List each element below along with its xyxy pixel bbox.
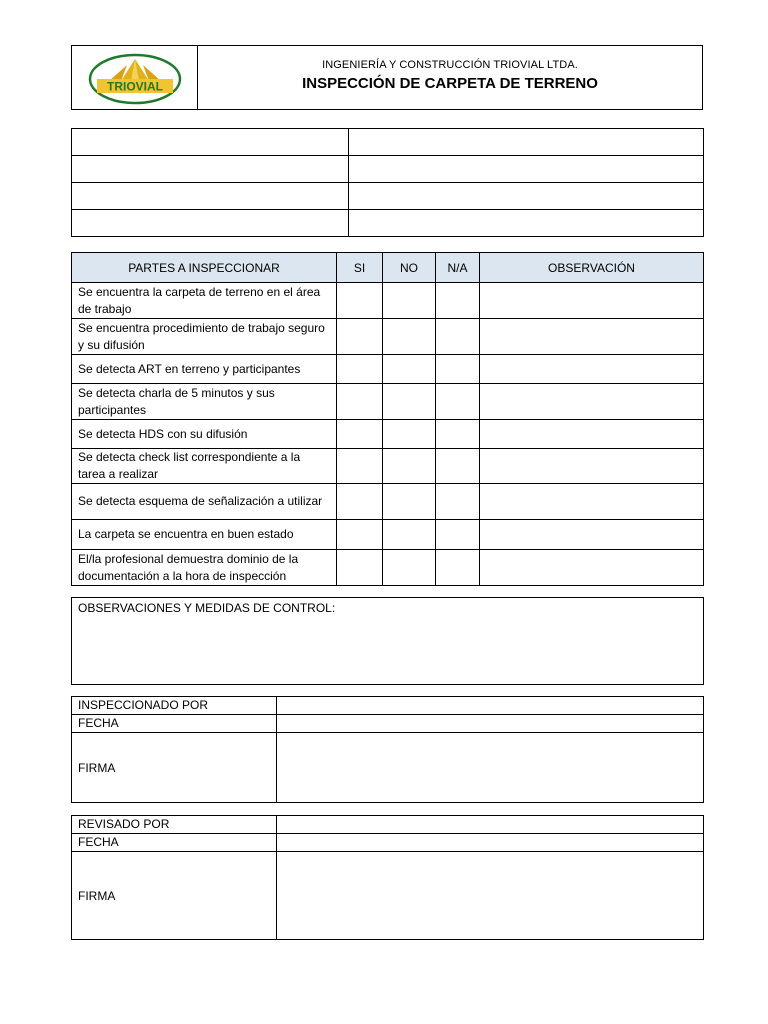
si-checkbox[interactable] xyxy=(337,319,383,355)
info-row xyxy=(72,210,704,237)
header-parts: PARTES A INSPECCIONAR xyxy=(72,253,337,283)
no-checkbox[interactable] xyxy=(383,520,436,550)
checklist-row xyxy=(72,319,704,355)
na-checkbox[interactable] xyxy=(436,449,480,484)
reviewed-by-block xyxy=(71,815,704,940)
si-checkbox[interactable] xyxy=(337,449,383,484)
reviewed-by-field[interactable] xyxy=(277,816,704,834)
inspected-signature-field[interactable] xyxy=(277,733,704,803)
observation-field[interactable] xyxy=(480,355,704,384)
na-checkbox[interactable] xyxy=(436,319,480,355)
info-value-cell[interactable] xyxy=(349,129,704,156)
info-table xyxy=(71,128,704,237)
info-label-cell[interactable] xyxy=(72,156,349,183)
reviewed-by-label: REVISADO POR xyxy=(72,816,277,834)
title-cell xyxy=(198,46,702,109)
inspected-by-label: INSPECCIONADO POR xyxy=(72,697,277,715)
observation-field[interactable] xyxy=(480,550,704,586)
item-label: Se encuentra procedimiento de trabajo seguro y su difusión xyxy=(72,319,337,355)
observations-label: OBSERVACIONES Y MEDIDAS DE CONTROL: xyxy=(78,601,336,615)
checklist-row xyxy=(72,283,704,319)
na-checkbox[interactable] xyxy=(436,520,480,550)
item-label: Se encuentra la carpeta de terreno en el área de trabajo xyxy=(72,283,337,319)
info-label-cell[interactable] xyxy=(72,129,349,156)
observation-field[interactable] xyxy=(480,319,704,355)
reviewed-signature-label: FIRMA xyxy=(72,852,277,940)
header-na: N/A xyxy=(436,253,480,283)
no-checkbox[interactable] xyxy=(383,355,436,384)
item-label: Se detecta check list correspondiente a la tarea a realizar xyxy=(72,449,337,484)
inspected-signature-row xyxy=(72,733,704,803)
document-header xyxy=(71,45,703,110)
info-label-cell[interactable] xyxy=(72,183,349,210)
inspected-by-row xyxy=(72,697,704,715)
company-name: INGENIERÍA Y CONSTRUCCIÓN TRIOVIAL LTDA. xyxy=(322,59,578,71)
si-checkbox[interactable] xyxy=(337,420,383,449)
observations-box[interactable] xyxy=(71,597,704,685)
reviewed-date-row xyxy=(72,834,704,852)
no-checkbox[interactable] xyxy=(383,283,436,319)
header-si: SI xyxy=(337,253,383,283)
observation-field[interactable] xyxy=(480,520,704,550)
checklist-row xyxy=(72,484,704,520)
no-checkbox[interactable] xyxy=(383,384,436,420)
no-checkbox[interactable] xyxy=(383,484,436,520)
info-row xyxy=(72,129,704,156)
si-checkbox[interactable] xyxy=(337,550,383,586)
checklist-row xyxy=(72,355,704,384)
na-checkbox[interactable] xyxy=(436,355,480,384)
inspection-checklist xyxy=(71,252,704,586)
observation-field[interactable] xyxy=(480,420,704,449)
si-checkbox[interactable] xyxy=(337,283,383,319)
inspected-date-row xyxy=(72,715,704,733)
info-value-cell[interactable] xyxy=(349,183,704,210)
na-checkbox[interactable] xyxy=(436,384,480,420)
inspected-signature-label: FIRMA xyxy=(72,733,277,803)
header-no: NO xyxy=(383,253,436,283)
observation-field[interactable] xyxy=(480,449,704,484)
item-label: La carpeta se encuentra en buen estado xyxy=(72,520,337,550)
observation-field[interactable] xyxy=(480,283,704,319)
item-label: Se detecta charla de 5 minutos y sus participantes xyxy=(72,384,337,420)
checklist-row xyxy=(72,520,704,550)
na-checkbox[interactable] xyxy=(436,550,480,586)
item-label: El/la profesional demuestra dominio de la documentación a la hora de inspección xyxy=(72,550,337,586)
no-checkbox[interactable] xyxy=(383,420,436,449)
checklist-row xyxy=(72,550,704,586)
checklist-row xyxy=(72,449,704,484)
document-title: INSPECCIÓN DE CARPETA DE TERRENO xyxy=(302,75,598,92)
si-checkbox[interactable] xyxy=(337,355,383,384)
logo-cell xyxy=(72,46,198,109)
triovial-logo xyxy=(87,51,183,105)
reviewed-by-row xyxy=(72,816,704,834)
header-observation: OBSERVACIÓN xyxy=(480,253,704,283)
observation-field[interactable] xyxy=(480,384,704,420)
info-row xyxy=(72,156,704,183)
inspected-date-field[interactable] xyxy=(277,715,704,733)
reviewed-date-label: FECHA xyxy=(72,834,277,852)
inspected-by-block xyxy=(71,696,704,803)
inspected-by-field[interactable] xyxy=(277,697,704,715)
na-checkbox[interactable] xyxy=(436,283,480,319)
si-checkbox[interactable] xyxy=(337,520,383,550)
item-label: Se detecta esquema de señalización a utilizar xyxy=(72,484,337,520)
na-checkbox[interactable] xyxy=(436,420,480,449)
reviewed-signature-field[interactable] xyxy=(277,852,704,940)
reviewed-date-field[interactable] xyxy=(277,834,704,852)
si-checkbox[interactable] xyxy=(337,484,383,520)
no-checkbox[interactable] xyxy=(383,550,436,586)
info-label-cell[interactable] xyxy=(72,210,349,237)
checklist-row xyxy=(72,384,704,420)
info-row xyxy=(72,183,704,210)
item-label: Se detecta ART en terreno y participantes xyxy=(72,355,337,384)
checklist-header-row xyxy=(72,253,704,283)
checklist-row xyxy=(72,420,704,449)
info-value-cell[interactable] xyxy=(349,210,704,237)
no-checkbox[interactable] xyxy=(383,319,436,355)
na-checkbox[interactable] xyxy=(436,484,480,520)
reviewed-signature-row xyxy=(72,852,704,940)
item-label: Se detecta HDS con su difusión xyxy=(72,420,337,449)
no-checkbox[interactable] xyxy=(383,449,436,484)
inspected-date-label: FECHA xyxy=(72,715,277,733)
info-value-cell[interactable] xyxy=(349,156,704,183)
si-checkbox[interactable] xyxy=(337,384,383,420)
observation-field[interactable] xyxy=(480,484,704,520)
logo-text: TRIOVIAL xyxy=(106,79,163,93)
